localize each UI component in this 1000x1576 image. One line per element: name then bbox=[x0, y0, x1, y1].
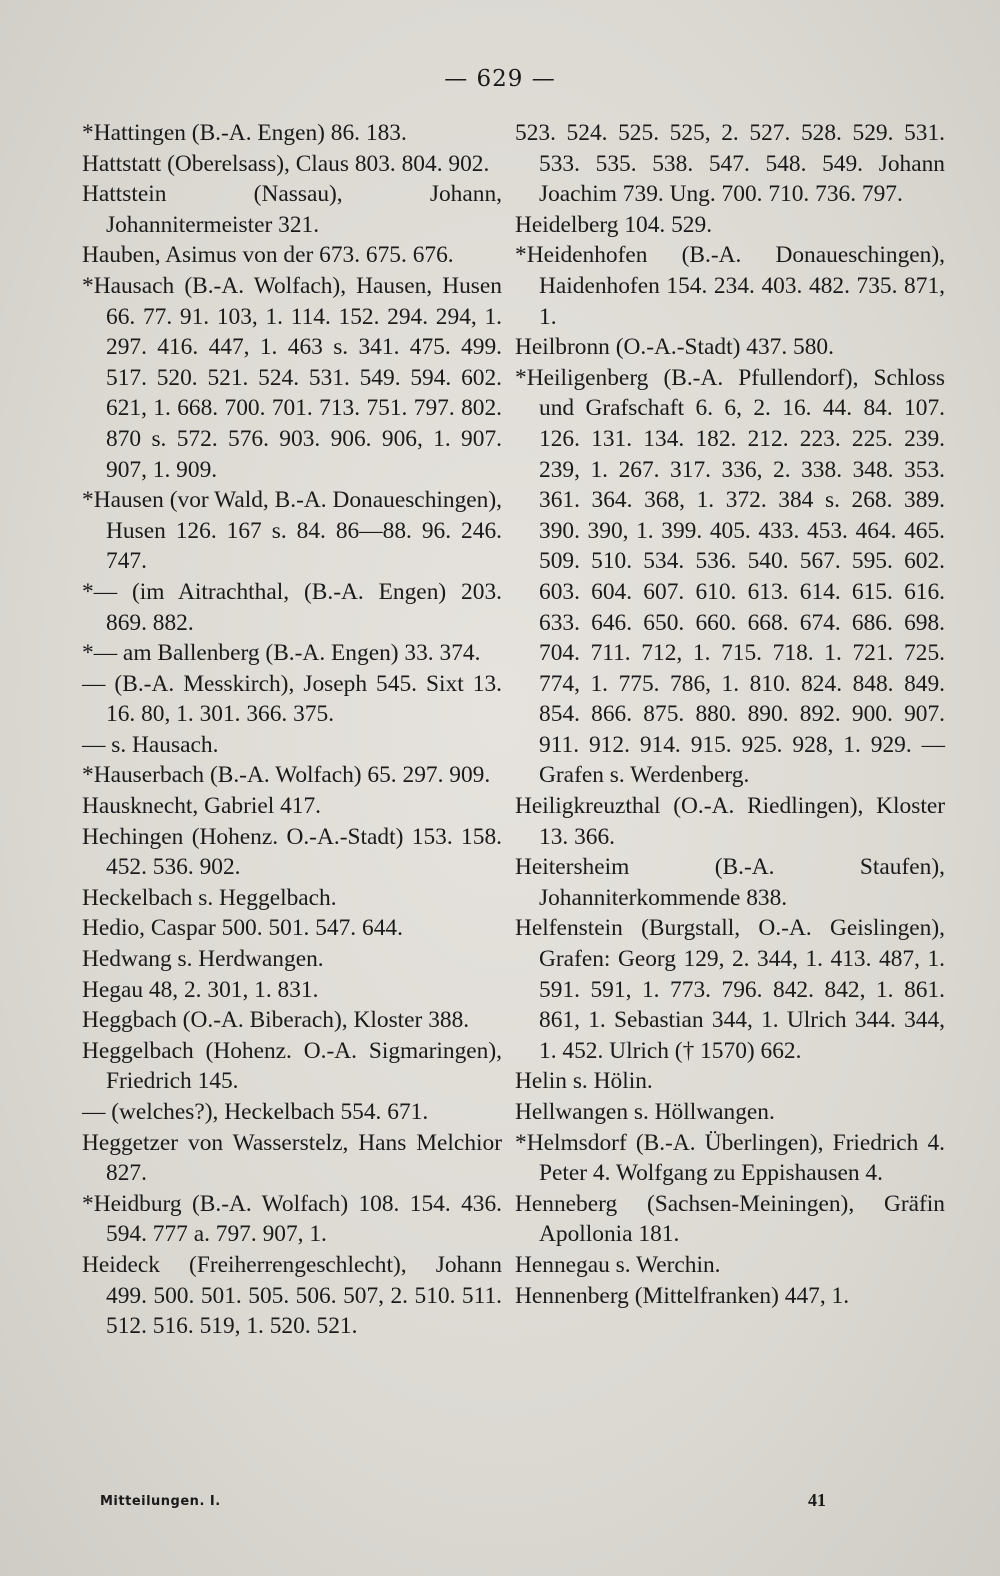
right-column bbox=[515, 118, 945, 1311]
index-entry: *Helmsdorf (B.-A. Überlingen), Friedrich 4. Peter 4. Wolfgang zu Eppishausen 4. bbox=[515, 1129, 945, 1187]
index-entry: Hedio, Caspar 500. 501. 547. 644. bbox=[82, 915, 403, 942]
index-entry: — (B.-A. Messkirch), Joseph 545. Sixt 13. 16. 80, 1. 301. 366. 375. bbox=[82, 670, 502, 728]
left-column bbox=[82, 118, 502, 1342]
index-entry: *Hausen (vor Wald, B.-A. Donaueschingen), Husen 126. 167 s. 84. 86—88. 96. 246. 747. bbox=[82, 487, 502, 575]
index-entry: Hennegau s. Werchin. bbox=[515, 1251, 721, 1278]
index-entry: Hattstatt (Oberelsass), Claus 803. 804. 902. bbox=[82, 150, 490, 177]
index-entry: Hedwang s. Herdwangen. bbox=[82, 946, 324, 973]
index-entry: *Hausach (B.-A. Wolfach), Hausen, Husen 66. 77. 91. 103, 1. 114. 152. 294. 294, 1. 297. 416. 447, 1. 463 s. 341. 475. 499. 517. 520. 521. 524. 531. 549. 594. 602. 621, 1. 668. 700. 701. 713. 751. 797. 802. 870 s. 572. 576. 903. 906. 906, 1. 907. 907, 1. 909. bbox=[82, 272, 502, 483]
index-entry: Heilbronn (O.-A.-Stadt) 437. 580. bbox=[515, 334, 834, 361]
index-entry: Henneberg (Sachsen-Meiningen), Gräfin Apollonia 181. bbox=[515, 1190, 945, 1248]
footer-signature: Mitteilungen. I. bbox=[100, 1494, 221, 1509]
index-entry: — (welches?), Heckelbach 554. 671. bbox=[82, 1099, 429, 1125]
index-entry: Hauben, Asimus von der 673. 675. 676. bbox=[82, 242, 454, 269]
index-entry: Helin s. Hölin. bbox=[515, 1068, 653, 1095]
index-entry: Hausknecht, Gabriel 417. bbox=[82, 793, 322, 820]
index-entry: *Heidenhofen (B.-A. Donaueschingen), Haidenhofen 154. 234. 403. 482. 735. 871, 1. bbox=[515, 242, 945, 330]
index-entry: Hegau 48, 2. 301, 1. 831. bbox=[82, 976, 319, 1003]
index-entry: Heitersheim (B.-A. Staufen), Johanniterkommende 838. bbox=[515, 854, 945, 911]
index-entry: Hennenberg (Mittelfranken) 447, 1. bbox=[515, 1282, 850, 1309]
index-entry: Hechingen (Hohenz. O.-A.-Stadt) 153. 158. 452. 536. 902. bbox=[82, 823, 502, 881]
index-entry: Heckelbach s. Heggelbach. bbox=[82, 884, 337, 911]
footer-sheet-number: 41 bbox=[808, 1490, 826, 1510]
index-entry: *— (im Aitrachthal, (B.-A. Engen) 203. 869. 882. bbox=[82, 578, 502, 636]
index-entry: *Heiligenberg (B.-A. Pfullendorf), Schloss und Grafschaft 6. 6, 2. 16. 44. 84. 107. 126. 131. 134. 182. 212. 223. 225. 239. 239, 1. 267. 317. 336, 2. 338. 348. 353. 361. 364. 368, 1. 372. 384 s. 268. 389. 390. 390, 1. 399. 405. 433. 453. 464. 465. 509. 510. 534. 536. 540. 567. 595. 602. 603. 604. 607. 610. 613. 614. 615. 616. 633. 646. 650. 660. 668. 674. 686. 698. 704. 711. 712, 1. 715. 718. 1. 721. 725. 774, 1. 775. 786, 1. 810. 824. 848. 849. 854. 866. 875. 880. 890. 892. 900. 907. 911. 912. 914. 915. 925. 928, 1. 929. — Grafen s. Werdenberg. bbox=[515, 364, 945, 789]
index-entry: 523. 524. 525. 525, 2. 527. 528. 529. 531. 533. 535. 538. 547. 548. 549. Johann Joachim 739. Ung. 700. 710. 736. 797. bbox=[515, 120, 945, 208]
index-entry: *Heidburg (B.-A. Wolfach) 108. 154. 436. 594. 777 a. 797. 907, 1. bbox=[82, 1190, 502, 1248]
index-entry: Heggelbach (Hohenz. O.-A. Sigmaringen), Friedrich 145. bbox=[82, 1037, 502, 1095]
index-entry: Heideck (Freiherrengeschlecht), Johann 499. 500. 501. 505. 506. 507, 2. 510. 511. 512. 516. 519, 1. 520. 521. bbox=[82, 1251, 502, 1340]
index-entry: Heggetzer von Wasserstelz, Hans Melchior 827. bbox=[82, 1129, 502, 1187]
index-entry: Helfenstein (Burgstall, O.-A. Geislingen), Grafen: Georg 129, 2. 344, 1. 413. 487, 1. 591. 591, 1. 773. 796. 842. 842, 1. 861. 861, 1. Sebastian 344, 1. Ulrich 344. 344, 1. 452. Ulrich († 1570) 662. bbox=[515, 915, 945, 1064]
index-entry: *Hauserbach (B.-A. Wolfach) 65. 297. 909. bbox=[82, 762, 491, 789]
index-entry: Heiligkreuzthal (O.-A. Riedlingen), Kloster 13. 366. bbox=[515, 793, 945, 850]
index-entry: *Hattingen (B.-A. Engen) 86. 183. bbox=[82, 120, 407, 146]
index-entry: *— am Ballenberg (B.-A. Engen) 33. 374. bbox=[82, 640, 481, 667]
index-entry: Heidelberg 104. 529. bbox=[515, 211, 713, 238]
page-number: — 629 — bbox=[444, 66, 556, 92]
index-entry: Heggbach (O.-A. Biberach), Kloster 388. bbox=[82, 1007, 470, 1034]
index-entry: Hellwangen s. Höllwangen. bbox=[515, 1099, 775, 1125]
index-entry: — s. Hausach. bbox=[82, 731, 219, 758]
index-entry: Hattstein (Nassau), Johann, Johannitermeister 321. bbox=[82, 181, 502, 238]
